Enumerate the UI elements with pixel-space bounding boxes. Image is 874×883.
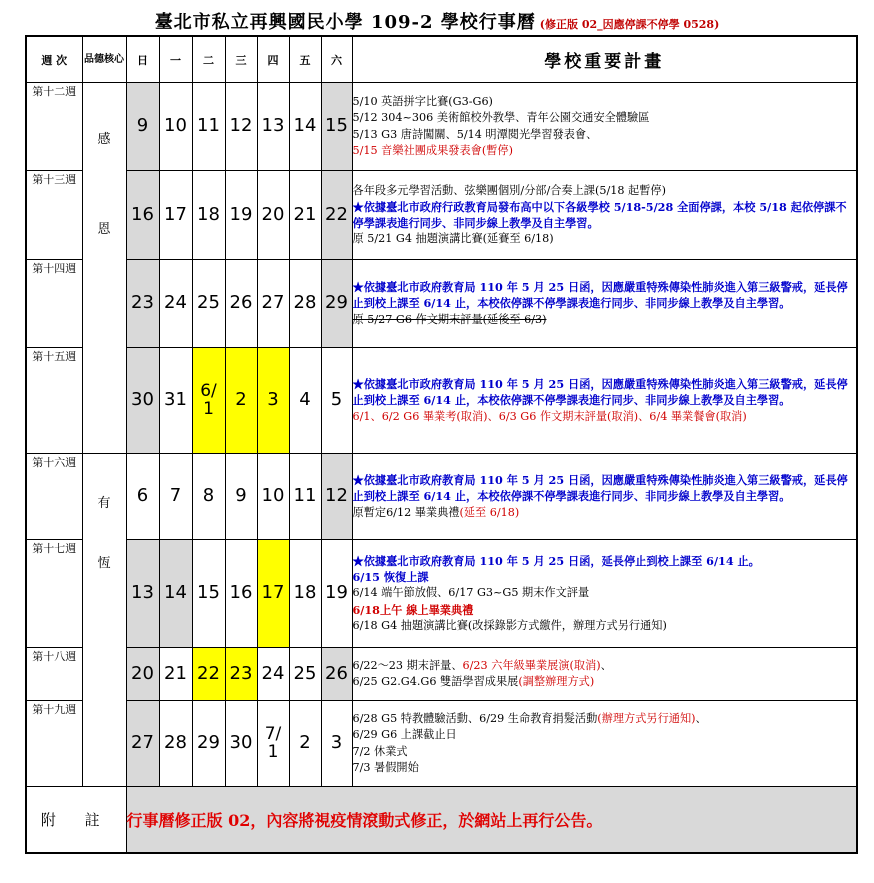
plan-text-highlight: (辦理方式另行通知)	[597, 712, 696, 726]
plan-line	[353, 711, 857, 727]
date-cell: 18	[192, 171, 225, 260]
plan-line	[353, 505, 857, 521]
date-cell: 6	[126, 454, 159, 540]
date-cell: 3	[257, 348, 289, 454]
date-cell: 12	[321, 454, 352, 540]
date-cell: 31	[159, 348, 192, 454]
core-char: 有	[97, 496, 111, 511]
week-label: 第十二週	[26, 83, 82, 171]
date-cell: 24	[257, 648, 289, 701]
date-cell: 11	[289, 454, 321, 540]
date-cell: 14	[289, 83, 321, 171]
date-cell: 20	[126, 648, 159, 701]
date-day: 1	[267, 741, 279, 762]
week-label: 第十七週	[26, 540, 82, 648]
date-cell: 2	[225, 348, 257, 454]
date-cell: 26	[321, 648, 352, 701]
plan-line	[353, 674, 857, 690]
date-cell: 25	[289, 648, 321, 701]
header-core: 品德核心	[82, 36, 126, 83]
title-note: (修正版 02_因應停課不停學 0528)	[539, 18, 720, 31]
date-cell: 11	[192, 83, 225, 171]
week-label: 第十四週	[26, 260, 82, 348]
week-label: 第十八週	[26, 648, 82, 701]
plan-line: ★依據臺北市政府行政教育局發布高中以下各級學校 5/18-5/28 全面停課，本校 5/18 起依停課不停學課表進行同步、非同步線上教學及自主學習。	[352, 199, 847, 230]
plan-line: 6/1、6/2 G6 畢業考(取消)、6/3 G6 作文期末評量(取消)、6/4 畢業餐會(取消)	[352, 409, 747, 423]
plan-text: 、	[600, 658, 612, 672]
header-day: 一	[159, 36, 192, 83]
plan-line: ★依據臺北市政府教育局 110 年 5 月 25 日函，因應嚴重特殊傳染性肺炎進入第三級警戒，延長停止到校上課至 6/14 止，本校依停課不停學課表進行同步、非同步線上教學及自主學習。	[352, 280, 848, 311]
footer-row	[26, 787, 857, 853]
week-label: 第十九週	[26, 701, 82, 787]
week-row	[26, 454, 857, 540]
plan-cell	[352, 260, 857, 348]
plan-line: 7/3 暑假開始	[352, 760, 419, 774]
date-cell: 20	[257, 171, 289, 260]
footer-label: 附 註	[26, 787, 126, 853]
date-cell: 5	[321, 348, 352, 454]
date-cell: 19	[321, 540, 352, 648]
header-week: 週 次	[26, 36, 82, 83]
plan-text: 6/28 G5 特教體驗活動、6/29 生命教育捐髮活動	[352, 712, 598, 726]
date-cell: 14	[159, 540, 192, 648]
header-day: 五	[289, 36, 321, 83]
core-value-gratitude	[82, 83, 126, 454]
title-main: 臺北市私立再興國民小學 109-2 學校行事曆	[154, 12, 536, 33]
plan-line: 6/18上午 線上畢業典禮	[352, 602, 474, 617]
plan-cell	[352, 348, 857, 454]
date-cell: 23	[225, 648, 257, 701]
plan-cell	[352, 540, 857, 648]
week-label: 第十五週	[26, 348, 82, 454]
date-cell: 10	[159, 83, 192, 171]
core-char: 恆	[97, 556, 111, 571]
plan-line: 6/18 G4 抽題演講比賽(改採錄影方式繳件，辦理方式另行通知)	[352, 618, 667, 632]
date-cell: 16	[126, 171, 159, 260]
date-cell: 22	[321, 171, 352, 260]
header-day: 三	[225, 36, 257, 83]
plan-text-highlight: (延至 6/18)	[459, 505, 520, 519]
core-value-perseverance	[82, 454, 126, 787]
header-plan: 學校重要計畫	[352, 36, 857, 83]
date-cell	[257, 701, 289, 787]
date-cell: 27	[257, 260, 289, 348]
date-month: 7/	[264, 723, 282, 744]
plan-cell	[352, 454, 857, 540]
date-cell: 17	[257, 540, 289, 648]
footer-note: 行事曆修正版 02，內容將視疫情滾動式修正，於網站上再行公告。	[126, 787, 857, 853]
plan-cell	[352, 701, 857, 787]
date-cell: 28	[289, 260, 321, 348]
date-cell: 16	[225, 540, 257, 648]
date-cell: 29	[321, 260, 352, 348]
plan-line: 6/29 G6 上課截止日	[352, 728, 457, 742]
header-row	[26, 36, 857, 83]
date-cell: 18	[289, 540, 321, 648]
date-cell: 19	[225, 171, 257, 260]
core-char: 感	[97, 132, 111, 147]
week-row	[26, 83, 857, 171]
date-cell: 8	[192, 454, 225, 540]
plan-text-highlight: (調整辦理方式)	[518, 675, 595, 688]
header-day: 六	[321, 36, 352, 83]
date-cell: 21	[289, 171, 321, 260]
date-cell: 17	[159, 171, 192, 260]
plan-line	[353, 658, 857, 674]
date-cell: 21	[159, 648, 192, 701]
plan-line: ★依據臺北市政府教育局 110 年 5 月 25 日函，因應嚴重特殊傳染性肺炎進入第三級警戒，延長停止到校上課至 6/14 止，本校依停課不停學課表進行同步、非同步線上教學及自主學習。	[352, 377, 848, 408]
plan-line: 5/12 304~306 美術館校外教學、青年公園交通安全體驗區	[352, 111, 650, 125]
date-cell: 26	[225, 260, 257, 348]
core-char: 恩	[97, 222, 111, 237]
plan-line: ★依據臺北市政府教育局 110 年 5 月 25 日函，延長停止到校上課至 6/14 止。	[352, 553, 760, 568]
school-calendar-table	[25, 35, 858, 854]
plan-line: 5/13 G3 唐詩闖關、5/14 明潭閱光學習發表會、	[352, 127, 598, 141]
header-day: 日	[126, 36, 159, 83]
date-cell: 2	[289, 701, 321, 787]
plan-line: 原 5/27 G6 作文期末評量(延後至 6/3)	[352, 312, 547, 326]
date-cell: 24	[159, 260, 192, 348]
date-month: 6/	[200, 380, 217, 401]
plan-text: 6/22～23 期末評量、	[352, 658, 463, 672]
date-cell	[192, 348, 225, 454]
header-day: 二	[192, 36, 225, 83]
date-cell: 23	[126, 260, 159, 348]
plan-line: 各年段多元學習活動、弦樂團個別/分部/合奏上課(5/18 起暫停)	[352, 183, 666, 197]
plan-text: 、	[695, 712, 707, 726]
date-cell: 27	[126, 701, 159, 787]
plan-line: 7/2 休業式	[352, 744, 408, 758]
week-row	[26, 171, 857, 260]
date-cell: 3	[321, 701, 352, 787]
date-cell: 13	[257, 83, 289, 171]
plan-line: 6/15 恢復上課	[352, 570, 429, 585]
plan-text: 原暫定6/12 畢業典禮	[352, 505, 460, 519]
plan-cell	[352, 648, 857, 701]
plan-line: 5/15 音樂社團成果發表會(暫停)	[352, 143, 513, 157]
date-cell: 7	[159, 454, 192, 540]
date-cell: 12	[225, 83, 257, 171]
date-cell: 25	[192, 260, 225, 348]
week-row	[26, 648, 857, 701]
week-label: 第十六週	[26, 454, 82, 540]
plan-cell	[352, 83, 857, 171]
plan-line: ★依據臺北市政府教育局 110 年 5 月 25 日函，因應嚴重特殊傳染性肺炎進入第三級警戒，延長停止到校上課至 6/14 止，本校依停課不停學課表進行同步、非同步線上教學及自主學習。	[352, 473, 848, 504]
plan-cell	[352, 171, 857, 260]
date-cell: 30	[126, 348, 159, 454]
date-cell: 9	[225, 454, 257, 540]
date-cell: 28	[159, 701, 192, 787]
date-cell: 13	[126, 540, 159, 648]
week-label: 第十三週	[26, 171, 82, 260]
date-cell: 10	[257, 454, 289, 540]
week-row	[26, 701, 857, 787]
plan-text-highlight: 6/23 六年級畢業展演(取消)	[462, 658, 601, 672]
plan-line: 6/14 端午節放假、6/17 G3~G5 期末作文評量	[352, 586, 590, 600]
header-day: 四	[257, 36, 289, 83]
plan-line: 原 5/21 G4 抽題演講比賽(延賽至 6/18)	[352, 232, 554, 246]
calendar-title	[0, 8, 874, 34]
plan-text: 6/25 G2.G4.G6 雙語學習成果展	[352, 675, 519, 688]
week-row	[26, 540, 857, 648]
date-cell: 30	[225, 701, 257, 787]
week-row	[26, 260, 857, 348]
date-day: 1	[203, 398, 214, 419]
plan-line: 5/10 英語拼字比賽(G3-G6)	[352, 95, 493, 109]
date-cell: 15	[321, 83, 352, 171]
date-cell: 15	[192, 540, 225, 648]
week-row	[26, 348, 857, 454]
date-cell: 22	[192, 648, 225, 701]
date-cell: 9	[126, 83, 159, 171]
date-cell: 4	[289, 348, 321, 454]
date-cell: 29	[192, 701, 225, 787]
